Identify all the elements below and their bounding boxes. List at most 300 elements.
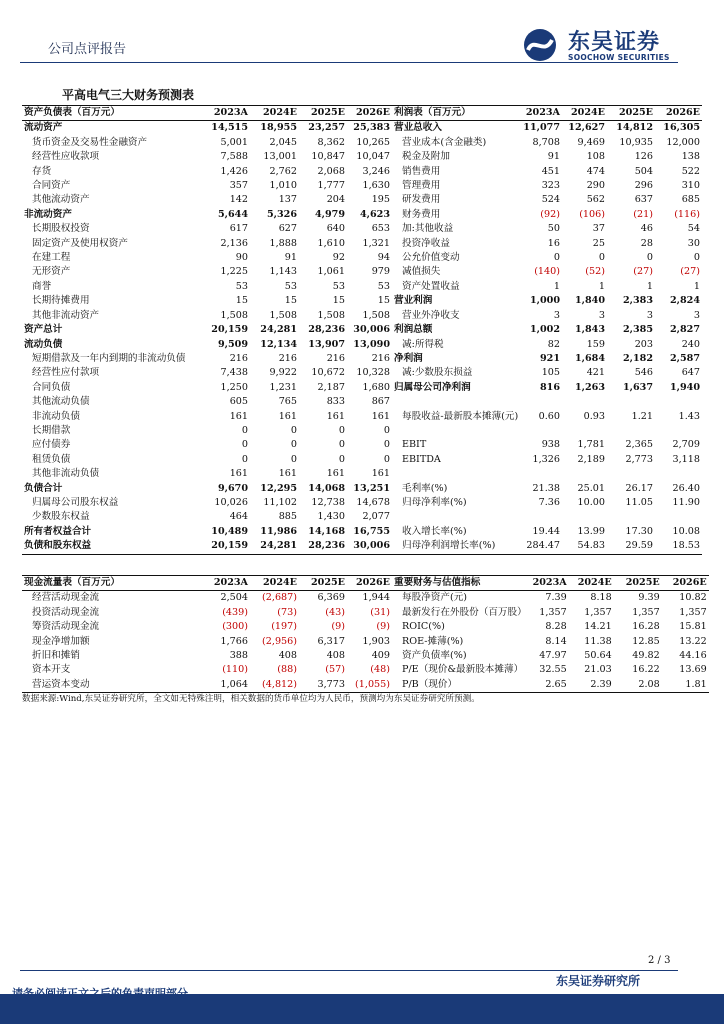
cell-value: 409	[371, 650, 390, 662]
source-note: 数据来源:Wind,东吴证券研究所，全文如无特殊注明，相关数据的货币单位均为人民币，预测均为东吴证券研究所预测。	[22, 694, 480, 704]
cell-value: 2,045	[269, 136, 297, 148]
row-label: 合同资产	[32, 180, 71, 192]
row-label: 加:其他收益	[402, 223, 454, 235]
row-label: 租赁负债	[32, 453, 71, 465]
table-row	[392, 525, 702, 539]
row-label: 资产总计	[24, 324, 63, 336]
cell-value: 44.16	[679, 650, 707, 662]
row-label: 短期借款及一年内到期的非流动负债	[32, 352, 186, 364]
cell-value: 8,362	[317, 136, 345, 148]
row-label: EBIT	[402, 439, 427, 451]
cell-value: 1,000	[529, 295, 560, 307]
cell-value	[655, 395, 702, 409]
cell-value: 0	[290, 439, 297, 451]
row-label: 经营性应付款项	[32, 367, 100, 379]
cell-value: 2,077	[362, 511, 390, 523]
cell-value: 11,102	[263, 496, 297, 508]
cell-value: 29.59	[607, 539, 655, 554]
cell-value: 8,708	[532, 136, 560, 148]
cell-value: 1.43	[678, 410, 700, 422]
cell-value	[520, 510, 562, 524]
cell-value: 2,709	[672, 439, 700, 451]
cell-value: 1,010	[269, 180, 297, 192]
table-row	[22, 338, 392, 352]
cell-value: 1,002	[529, 324, 560, 336]
cell-value: 647	[681, 367, 700, 379]
cell-value: 617	[229, 223, 248, 235]
page-number: 2 / 3	[648, 955, 671, 966]
row-label: 经营活动现金流	[32, 592, 100, 604]
row-label	[392, 467, 520, 481]
table-row	[392, 165, 702, 179]
cell-value: 0	[290, 453, 297, 465]
column-header: 2025E	[299, 106, 347, 121]
cell-value: 1.81	[662, 678, 709, 693]
cell-value: 26.40	[672, 482, 700, 494]
income-statement-table	[392, 105, 702, 555]
cell-value	[607, 467, 655, 481]
cell-value: 421	[586, 367, 605, 379]
table-header-row	[392, 106, 702, 121]
cell-value: 12,000	[666, 136, 700, 148]
report-type-label: 公司点评报告	[48, 42, 127, 57]
cell-value: 161	[326, 410, 345, 422]
cell-value: (116)	[674, 208, 700, 220]
row-label: 最新发行在外股份（百万股）	[402, 606, 527, 618]
row-label: 经营性应收款项	[32, 151, 100, 163]
row-label: 其他非流动资产	[32, 309, 100, 321]
cell-value: 2,773	[625, 453, 653, 465]
cell-value: 979	[371, 266, 390, 278]
cell-value: 1,357	[679, 606, 707, 618]
cell-value: 7.39	[545, 592, 567, 604]
row-label: 收入增长率(%)	[402, 525, 467, 537]
row-label: 营业外净收支	[402, 309, 460, 321]
cell-value	[520, 467, 562, 481]
cell-value: 0	[338, 453, 345, 465]
cell-value: 53	[284, 280, 297, 292]
column-header: 2024E	[562, 106, 607, 121]
cell-value: 867	[371, 396, 390, 408]
cell-value: 14,515	[211, 122, 248, 134]
cell-value: 1,684	[574, 352, 605, 364]
cell-value: 388	[229, 650, 248, 662]
column-header: 2025E	[607, 106, 655, 121]
cell-value: 0	[553, 252, 560, 264]
row-label: 资本开支	[32, 664, 71, 676]
table-row	[22, 381, 392, 395]
cell-value: 1,944	[362, 592, 390, 604]
cell-value: 1,508	[362, 309, 390, 321]
cell-value: 46	[640, 223, 653, 235]
cell-value: 2.08	[614, 678, 662, 693]
cell-value	[562, 467, 607, 481]
table-row	[392, 381, 702, 395]
table-row	[22, 438, 392, 452]
table-row	[392, 410, 702, 424]
cell-value: 546	[634, 367, 653, 379]
table-row	[392, 193, 702, 207]
cell-value: 3	[598, 309, 605, 321]
cell-value: 7,438	[220, 367, 248, 379]
table-row	[392, 438, 702, 452]
cell-value: 28,236	[308, 324, 345, 336]
cell-value: 0	[338, 424, 345, 436]
cell-value: 18.53	[655, 539, 702, 554]
cell-value: 0.93	[583, 410, 605, 422]
cell-value: (73)	[277, 606, 297, 618]
cell-value: (9)	[376, 621, 390, 633]
column-header: 2024E	[569, 576, 614, 591]
cell-value: 13.69	[679, 664, 707, 676]
cell-value: 1,143	[269, 266, 297, 278]
table-row	[392, 280, 702, 294]
row-label: 归母净利润增长率(%)	[392, 539, 520, 554]
cell-value	[562, 424, 607, 438]
table-row	[22, 663, 392, 677]
cell-value: 1,426	[220, 165, 248, 177]
row-label: 投资净收益	[402, 237, 450, 249]
cell-value: 357	[229, 180, 248, 192]
cell-value: 938	[541, 439, 560, 451]
row-label: 固定资产及使用权资产	[32, 237, 128, 249]
cell-value: 1,903	[362, 635, 390, 647]
cell-value: 1,231	[269, 381, 297, 393]
cell-value: 37	[592, 223, 605, 235]
cell-value: 14,168	[308, 525, 345, 537]
cell-value	[520, 424, 562, 438]
table-row	[392, 539, 702, 554]
row-label: 存货	[32, 165, 52, 177]
cell-value: 216	[371, 352, 390, 364]
table-row	[22, 165, 392, 179]
cell-value: 0	[290, 424, 297, 436]
cell-value: 216	[278, 352, 297, 364]
cell-value: 10,672	[311, 367, 345, 379]
cell-value: 9,509	[217, 338, 248, 350]
cell-value: 50.64	[584, 650, 612, 662]
cell-value: 408	[326, 650, 345, 662]
row-label: 其他流动负债	[32, 396, 90, 408]
cell-value: 685	[681, 194, 700, 206]
cell-value: 1,630	[362, 180, 390, 192]
cell-value: 0	[646, 252, 653, 264]
cell-value: 137	[278, 194, 297, 206]
valuation-table-wrap	[392, 575, 709, 693]
row-label: 归母净利率(%)	[402, 496, 467, 508]
row-label: 折旧和摊销	[32, 650, 80, 662]
cell-value: 1,766	[220, 635, 248, 647]
cell-value	[520, 395, 562, 409]
cell-value: 310	[681, 180, 700, 192]
table-title: 现金流量表（百万元）	[22, 576, 206, 591]
table-row	[392, 453, 702, 467]
cell-value: 2.39	[569, 678, 614, 693]
table-row	[392, 663, 709, 677]
footer-org: 东吴证券研究所	[556, 974, 641, 988]
table-row	[22, 179, 392, 193]
cell-value: 627	[278, 223, 297, 235]
cell-value: 12,134	[260, 338, 297, 350]
cell-value: 3,118	[672, 453, 700, 465]
cell-value: 13,907	[308, 338, 345, 350]
cell-value: 640	[326, 223, 345, 235]
cell-value: 1,250	[220, 381, 248, 393]
cell-value: 216	[326, 352, 345, 364]
cell-value: 16	[547, 237, 560, 249]
cell-value: 10,047	[356, 151, 390, 163]
row-label: 每股收益-最新股本摊薄(元)	[402, 410, 519, 422]
row-label: 营运资本变动	[22, 678, 206, 693]
cell-value: 1,940	[669, 381, 700, 393]
cell-value: 921	[539, 352, 560, 364]
cell-value	[655, 424, 702, 438]
cell-value: 2,189	[577, 453, 605, 465]
table-row	[392, 309, 702, 323]
row-label: 资产处置收益	[402, 280, 460, 292]
column-header: 2023A	[206, 106, 250, 121]
table-row	[392, 265, 702, 279]
cell-value: 5,001	[220, 136, 248, 148]
row-label: 归属母公司净利润	[394, 381, 471, 393]
brand-name-en: SOOCHOW SECURITIES	[568, 53, 670, 62]
cell-value: 464	[229, 511, 248, 523]
row-label: 少数股东权益	[32, 511, 90, 523]
row-label: 销售费用	[402, 165, 441, 177]
cell-value: 0	[693, 252, 700, 264]
page-title: 平高电气三大财务预测表	[62, 88, 195, 102]
cell-value: 92	[332, 252, 345, 264]
cell-value: 30,006	[347, 539, 392, 554]
row-label: 公允价值变动	[402, 252, 460, 264]
cell-value: 3	[646, 309, 653, 321]
cell-value: 54	[687, 223, 700, 235]
cell-value: (2,956)	[262, 635, 297, 647]
cell-value: 1,680	[362, 381, 390, 393]
cell-value: 765	[278, 396, 297, 408]
cell-value: 0	[338, 439, 345, 451]
table-row	[392, 395, 702, 409]
cell-value: 11.90	[672, 496, 700, 508]
row-label: 管理费用	[402, 180, 441, 192]
cell-value: 1	[553, 280, 560, 292]
table-row	[392, 136, 702, 150]
column-header: 2023A	[520, 106, 562, 121]
cell-value: 605	[229, 396, 248, 408]
cell-value: (31)	[370, 606, 390, 618]
footer-divider	[20, 970, 678, 971]
cell-value: 53	[377, 280, 390, 292]
cell-value: 161	[278, 468, 297, 480]
cell-value: 0	[241, 453, 248, 465]
cell-value: 108	[586, 151, 605, 163]
table-row	[22, 208, 392, 222]
cell-value: 816	[539, 381, 560, 393]
cell-value: 1,777	[317, 180, 345, 192]
cell-value: 4,979	[314, 208, 345, 220]
table-row	[392, 482, 702, 496]
table-header-row	[22, 106, 392, 121]
table-row	[392, 496, 702, 510]
cell-value: 203	[634, 338, 653, 350]
cell-value: (140)	[534, 266, 560, 278]
cell-value: 10,328	[356, 367, 390, 379]
cell-value: (4,812)	[250, 678, 299, 693]
column-header: 2023A	[206, 576, 250, 591]
row-label: 商誉	[32, 280, 52, 292]
cell-value: 16.28	[632, 621, 660, 633]
cell-value: 11,077	[523, 122, 560, 134]
cell-value: 53	[235, 280, 248, 292]
row-label: 税金及附加	[402, 151, 450, 163]
row-label: 货币资金及交易性金融资产	[32, 136, 148, 148]
table-row	[22, 539, 392, 554]
cell-value: 1,508	[317, 309, 345, 321]
cash-flow-table	[22, 575, 392, 693]
cell-value: 10.82	[679, 592, 707, 604]
table-header-row	[22, 576, 392, 591]
cell-value: 0	[598, 252, 605, 264]
cell-value: 9,922	[269, 367, 297, 379]
table-row	[392, 179, 702, 193]
table-row	[392, 338, 702, 352]
cell-value: (92)	[540, 208, 560, 220]
table-title: 利润表（百万元）	[392, 106, 520, 121]
cell-value: 94	[377, 252, 390, 264]
column-header: 2024E	[250, 106, 299, 121]
cell-value: 12.85	[632, 635, 660, 647]
table-row	[22, 620, 392, 634]
cell-value: 0	[383, 453, 390, 465]
table-row	[22, 323, 392, 337]
cell-value: 9.39	[638, 592, 660, 604]
cell-value: (2,687)	[262, 592, 297, 604]
cell-value: 0	[241, 439, 248, 451]
cell-value: (21)	[633, 208, 653, 220]
cell-value: 6,369	[317, 592, 345, 604]
table-row	[22, 424, 392, 438]
row-label: 营业利润	[394, 295, 433, 307]
cell-value: 1,357	[539, 606, 567, 618]
cell-value: 142	[229, 194, 248, 206]
table-title: 重要财务与估值指标	[392, 576, 527, 591]
cell-value: 24,281	[260, 324, 297, 336]
cell-value: 10,935	[619, 136, 653, 148]
column-header: 2025E	[614, 576, 662, 591]
cell-value: 4,623	[359, 208, 390, 220]
cell-value: 10,847	[311, 151, 345, 163]
cell-value	[607, 510, 655, 524]
cell-value	[562, 510, 607, 524]
footer-disclaimer: 请务必阅读正文之后的免责声明部分	[12, 987, 188, 1000]
table-row	[392, 510, 702, 524]
cell-value: 8.28	[545, 621, 567, 633]
cell-value: 1,888	[269, 237, 297, 249]
table-row	[22, 237, 392, 251]
cell-value: 2,587	[669, 352, 700, 364]
table-row	[22, 136, 392, 150]
row-label: 无形资产	[32, 266, 71, 278]
table-header-row	[392, 576, 709, 591]
cell-value: 28,236	[299, 539, 347, 554]
row-label: 长期待摊费用	[32, 295, 90, 307]
row-label	[392, 510, 520, 524]
cell-value: 105	[541, 367, 560, 379]
column-header: 2025E	[299, 576, 347, 591]
row-label: 研发费用	[402, 194, 441, 206]
row-label: ROIC(%)	[402, 621, 445, 633]
cell-value: 2,827	[669, 324, 700, 336]
cell-value: 1.21	[631, 410, 653, 422]
cell-value: 833	[326, 396, 345, 408]
table-row	[22, 635, 392, 649]
cell-value: 474	[586, 165, 605, 177]
cell-value: 3	[693, 309, 700, 321]
cell-value: 15.81	[679, 621, 707, 633]
row-label: 流动负债	[24, 338, 63, 350]
cell-value: 161	[229, 468, 248, 480]
cell-value: 504	[634, 165, 653, 177]
cell-value: 10.08	[672, 525, 700, 537]
row-label: 减:少数股东损益	[402, 367, 473, 379]
table-row	[392, 237, 702, 251]
cell-value: 2,068	[317, 165, 345, 177]
cell-value: 2,385	[622, 324, 653, 336]
table-row	[392, 635, 709, 649]
cell-value: 524	[541, 194, 560, 206]
row-label: 营业成本(含金融类)	[402, 136, 487, 148]
row-label: 长期借款	[32, 424, 71, 436]
cell-value: 1,064	[206, 678, 250, 693]
table-row	[22, 649, 392, 663]
cell-value: (88)	[277, 664, 297, 676]
cell-value: 408	[278, 650, 297, 662]
table-row	[22, 193, 392, 207]
cell-value: 0.60	[538, 410, 560, 422]
row-label: 现金净增加额	[32, 635, 90, 647]
cell-value: (57)	[325, 664, 345, 676]
cell-value: 1,326	[532, 453, 560, 465]
cell-value: (439)	[222, 606, 248, 618]
cell-value: 11.05	[625, 496, 653, 508]
table-row	[22, 222, 392, 236]
table-row	[392, 222, 702, 236]
cell-value: 2,762	[269, 165, 297, 177]
cell-value: 16,755	[353, 525, 390, 537]
row-label: P/E（现价&最新股本摊薄）	[402, 664, 524, 676]
row-label: 流动资产	[24, 122, 63, 134]
cell-value: 14,678	[356, 496, 390, 508]
cell-value: 47.97	[539, 650, 567, 662]
cell-value: 14.21	[584, 621, 612, 633]
cell-value	[655, 467, 702, 481]
cell-value: 2,824	[669, 295, 700, 307]
cell-value: 16,305	[663, 122, 700, 134]
row-label: 其他流动资产	[32, 194, 90, 206]
cell-value: 161	[371, 410, 390, 422]
cell-value: 13,001	[263, 151, 297, 163]
cell-value: (27)	[633, 266, 653, 278]
table-row	[392, 352, 702, 366]
cell-value: 20,159	[206, 539, 250, 554]
cell-value: 21.38	[532, 482, 560, 494]
cell-value: 91	[547, 151, 560, 163]
row-label: 每股净资产(元)	[402, 592, 468, 604]
row-label: 在建工程	[32, 252, 71, 264]
cell-value: 161	[326, 468, 345, 480]
cell-value: 1,840	[574, 295, 605, 307]
row-label: 减值损失	[402, 266, 441, 278]
